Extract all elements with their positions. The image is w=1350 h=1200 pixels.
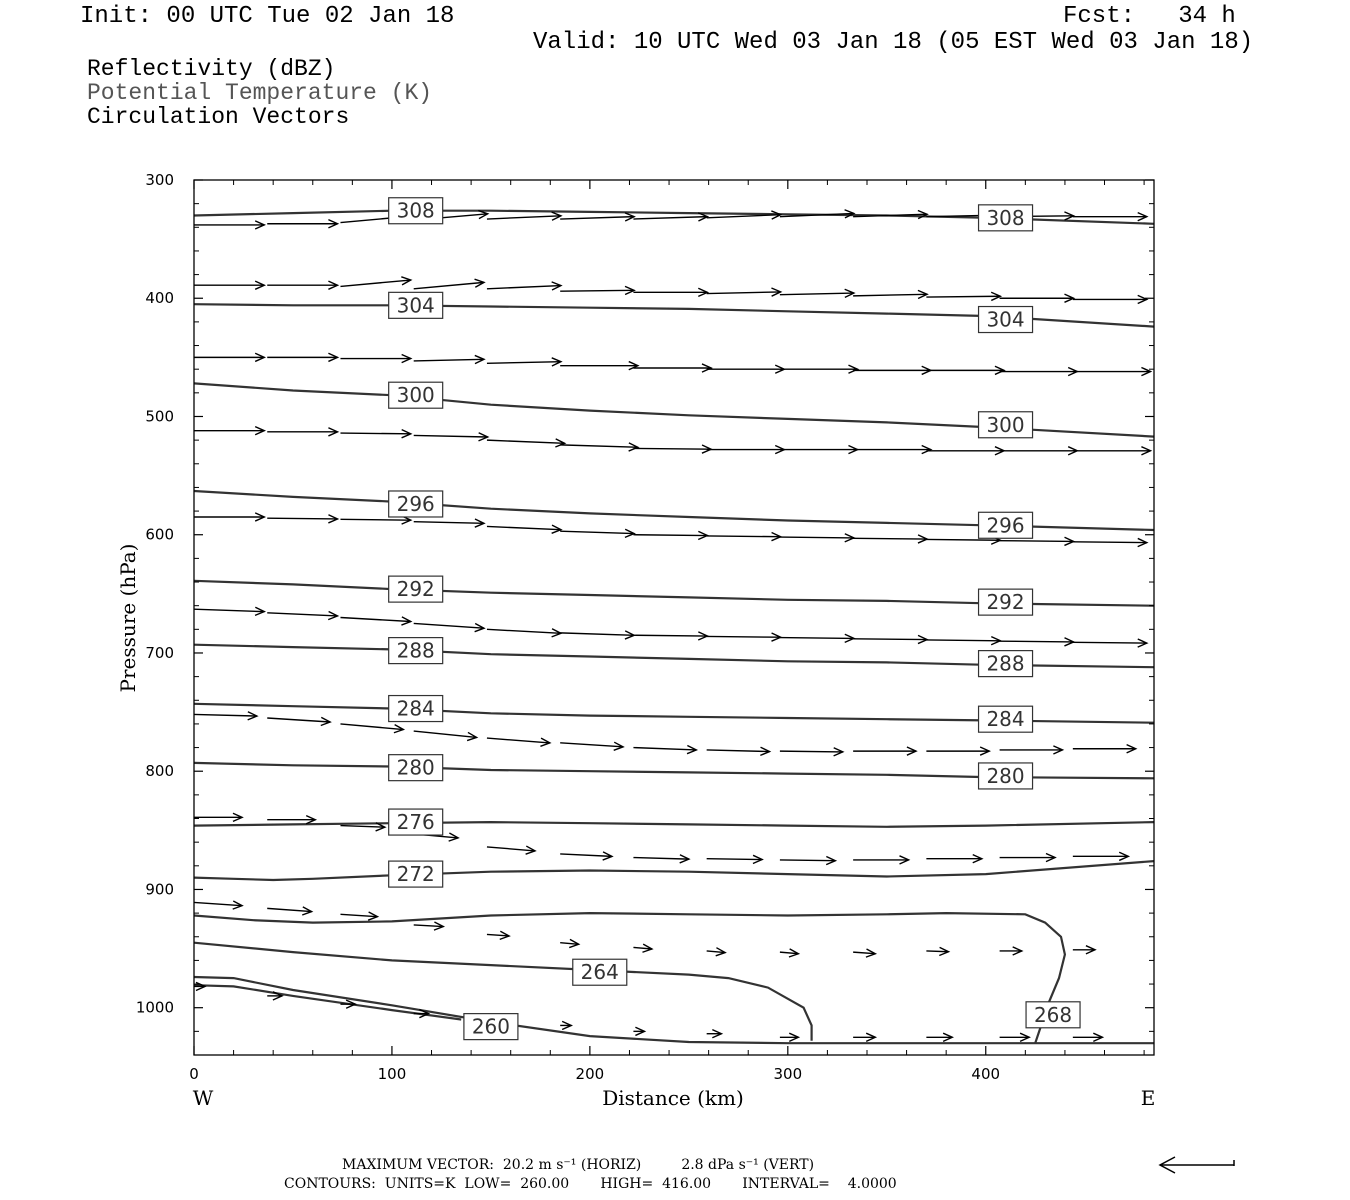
wind-vector (487, 846, 535, 854)
wind-vector (560, 852, 612, 860)
y-tick-label: 500 (145, 407, 174, 426)
wind-vector (1073, 367, 1151, 375)
wind-vector (340, 354, 410, 362)
x-tick-label: 0 (189, 1065, 199, 1083)
legend-reflectivity: Reflectivity (dBZ) (87, 56, 336, 82)
forecast-hour-label: Fcst: 34 h (1063, 3, 1236, 30)
theta-contour-268 (194, 913, 1065, 1043)
wind-vector (1000, 638, 1074, 646)
wind-vector (1073, 639, 1147, 647)
contour-label-304: 304 (986, 307, 1025, 332)
wind-vector (194, 353, 264, 361)
y-tick-label: 1000 (135, 998, 174, 1017)
x-tick-label: 400 (971, 1065, 1001, 1083)
legend-circulation-vectors: Circulation Vectors (87, 104, 350, 130)
wind-vector (194, 901, 242, 909)
wind-vector (780, 634, 854, 642)
contour-label-280: 280 (986, 763, 1025, 788)
wind-vector (487, 282, 561, 290)
wind-vector (633, 531, 707, 539)
wind-vector (926, 1033, 952, 1041)
wind-vector (267, 281, 337, 289)
wind-vector (560, 939, 579, 947)
wind-vector (633, 632, 707, 640)
wind-vector (1000, 746, 1063, 754)
wind-vector (926, 366, 1004, 374)
wind-vector (340, 1000, 355, 1008)
wind-vector (560, 443, 638, 451)
wind-vector (926, 447, 1004, 455)
wind-vector (340, 277, 410, 287)
wind-vector (707, 533, 781, 541)
x-axis-title: Distance (km) (602, 1086, 744, 1110)
contour-label-304: 304 (396, 293, 435, 318)
wind-vector (1073, 213, 1147, 221)
wind-vector (194, 607, 264, 615)
wind-vector (194, 221, 264, 229)
wind-vector (414, 519, 484, 527)
theta-contour-276 (194, 822, 1154, 827)
x-axis-east-label: E (1140, 1086, 1156, 1110)
wind-vector (267, 353, 337, 361)
contour-label-268: 268 (1033, 1002, 1073, 1027)
wind-vector (267, 611, 337, 619)
wind-vector (780, 949, 799, 957)
theta-contour-260 (194, 977, 1154, 1043)
wind-vector (707, 855, 763, 863)
init-time-label: Init: 00 UTC Tue 02 Jan 18 (80, 3, 455, 30)
wind-vector (780, 1033, 799, 1041)
wind-vector (1073, 1033, 1103, 1041)
wind-vector (487, 439, 565, 447)
wind-vector (633, 445, 711, 453)
wind-vector (853, 949, 875, 957)
legend-potential-temperature: Potential Temperature (K) (87, 80, 433, 106)
wind-vector (414, 433, 488, 441)
wind-vector (414, 623, 484, 631)
wind-vector (1000, 294, 1074, 302)
x-tick-label: 200 (575, 1065, 605, 1083)
wind-vector (853, 747, 916, 755)
wind-vector (194, 513, 264, 521)
wind-vector (1073, 946, 1095, 954)
contour-label-292: 292 (986, 590, 1025, 615)
wind-vector (194, 281, 264, 289)
contour-label-260: 260 (471, 1014, 511, 1039)
wind-vector (487, 212, 561, 220)
wind-vector (1000, 853, 1056, 861)
wind-vector (560, 1021, 571, 1029)
contour-label-288: 288 (396, 638, 435, 663)
wind-vector (194, 813, 242, 821)
wind-vector (414, 279, 484, 289)
wind-vector (926, 855, 982, 863)
wind-vector (1073, 295, 1147, 303)
contour-label-284: 284 (396, 696, 435, 721)
wind-vector (267, 816, 315, 824)
y-tick-label: 400 (145, 289, 174, 308)
y-tick-label: 300 (145, 171, 174, 189)
wind-vector (633, 1027, 644, 1035)
wind-vector (414, 731, 477, 741)
wind-vector (560, 631, 634, 639)
theta-contour-256 (194, 985, 461, 1019)
y-tick-label: 700 (145, 643, 174, 662)
wind-vector (267, 220, 337, 228)
wind-vector (487, 525, 561, 533)
contour-label-264: 264 (580, 960, 619, 985)
wind-vector (853, 856, 909, 864)
contour-label-296: 296 (396, 491, 435, 516)
wind-vector (487, 931, 509, 939)
y-tick-label: 800 (145, 762, 174, 781)
wind-vector (780, 289, 854, 297)
wind-vector (414, 922, 444, 930)
wind-vector (1000, 367, 1078, 375)
wind-vector (560, 213, 634, 221)
wind-vector (1000, 1033, 1030, 1041)
wind-vector (487, 738, 550, 746)
wind-vector (707, 747, 770, 755)
wind-vector (707, 446, 785, 454)
wind-vector (853, 635, 927, 643)
wind-vector (853, 366, 931, 374)
wind-vector (707, 633, 781, 641)
contour-label-300: 300 (396, 383, 435, 408)
contour-label-308: 308 (396, 198, 435, 223)
wind-vector (267, 717, 330, 725)
wind-vector (560, 529, 634, 537)
wind-vector (853, 1033, 875, 1041)
wind-vector (340, 912, 377, 920)
wind-vector (780, 856, 836, 864)
wind-vector (780, 534, 854, 542)
wind-vector (926, 947, 948, 955)
circulation-vectors (194, 210, 1151, 1042)
valid-time-label: Valid: 10 UTC Wed 03 Jan 18 (05 EST Wed 03 Jan 18) (533, 29, 1254, 56)
wind-vector (1073, 852, 1129, 860)
wind-vector (560, 742, 623, 750)
wind-vector (633, 364, 711, 372)
wind-vector (1073, 447, 1151, 455)
wind-vector (780, 748, 843, 756)
wind-vector (707, 365, 785, 373)
contour-label-276: 276 (396, 810, 435, 835)
wind-vector (560, 286, 634, 294)
contour-label-308: 308 (986, 205, 1025, 230)
wind-vector (707, 948, 726, 956)
wind-vector (633, 944, 652, 952)
contour-label-280: 280 (396, 755, 435, 780)
x-axis-west-label: W (192, 1086, 214, 1110)
wind-vector (1073, 745, 1136, 753)
wind-vector (487, 358, 561, 366)
wind-vector (194, 712, 257, 720)
wind-vector (707, 288, 781, 296)
reference-vector (1160, 1157, 1234, 1173)
wind-vector (853, 535, 927, 543)
wind-vector (780, 365, 858, 373)
contour-label-296: 296 (986, 513, 1025, 538)
wind-vector (487, 629, 561, 637)
wind-vector (340, 617, 410, 625)
contour-label-292: 292 (396, 577, 435, 602)
y-axis-title: Pressure (hPa) (116, 543, 140, 693)
wind-vector (926, 637, 1000, 645)
wind-vector (707, 211, 781, 219)
wind-vector (194, 427, 264, 435)
wind-vector (633, 288, 707, 296)
wind-vector (560, 362, 638, 370)
theta-contours (194, 211, 1154, 1043)
wind-vector (414, 355, 484, 363)
wind-vector (926, 292, 1000, 300)
y-tick-label: 600 (145, 525, 174, 544)
wind-vector (633, 746, 696, 754)
wind-vector (853, 290, 927, 298)
wind-vector (340, 724, 403, 733)
y-tick-label: 900 (145, 880, 174, 899)
wind-vector (1073, 538, 1147, 546)
contour-label-284: 284 (986, 707, 1025, 732)
contour-label-288: 288 (986, 651, 1025, 676)
wind-vector (633, 855, 689, 863)
wind-vector (267, 428, 337, 436)
contour-label-300: 300 (986, 412, 1025, 437)
contour-label-272: 272 (396, 862, 435, 887)
wind-vector (707, 1030, 722, 1038)
theta-contour-272 (194, 861, 1154, 880)
maximum-vector-note: MAXIMUM VECTOR: 20.2 m s⁻¹ (HORIZ) 2.8 dPa s⁻¹ (VERT) (342, 1157, 815, 1173)
wind-vector (1000, 947, 1022, 955)
wind-vector (340, 430, 410, 438)
x-tick-label: 300 (773, 1065, 803, 1083)
x-tick-label: 100 (377, 1065, 407, 1083)
wind-vector (780, 446, 858, 454)
wind-vector (1000, 447, 1078, 455)
wind-vector (926, 747, 989, 755)
wind-vector (853, 446, 931, 454)
contour-info-note: CONTOURS: UNITS=K LOW= 260.00 HIGH= 416.00 INTERVAL= 4.0000 (284, 1176, 897, 1192)
wind-vector (267, 515, 337, 523)
wind-vector (267, 907, 311, 915)
